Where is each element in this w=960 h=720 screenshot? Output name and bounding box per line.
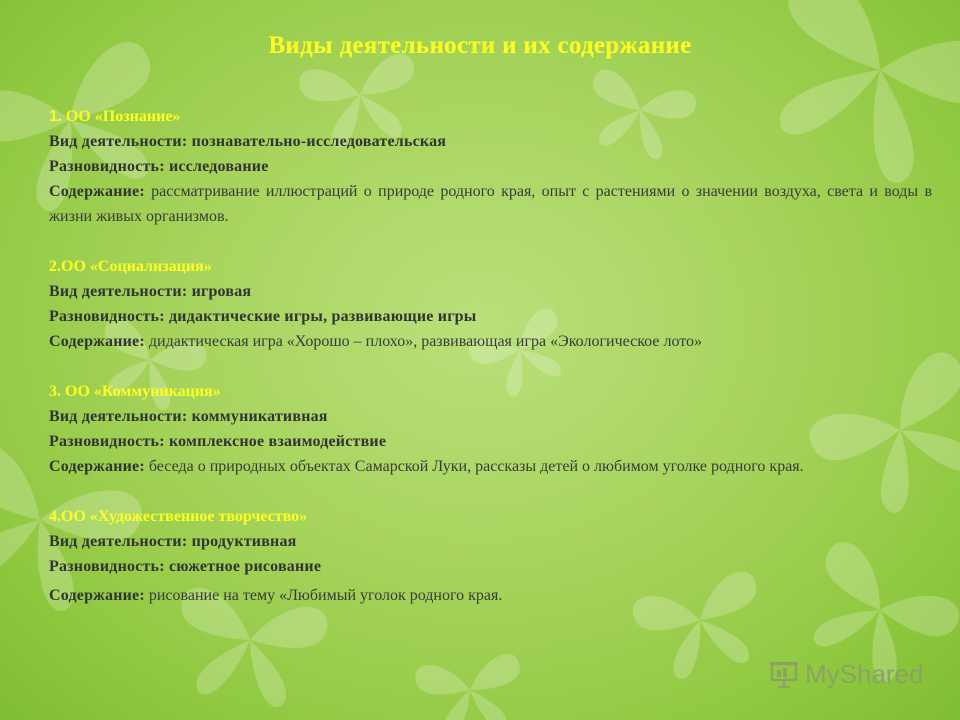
- variety-line: Разновидность: комплексное взаимодействие: [49, 433, 387, 450]
- section-heading: 4.ОО «Художественное творчество»: [49, 508, 308, 525]
- content-line: Содержание: рисование на тему «Любимый уголок родного края.: [49, 587, 503, 604]
- section-cognition: [49, 104, 932, 229]
- section-heading: 1. ОО «Познание»: [49, 108, 181, 125]
- presentation-board-icon: [769, 659, 799, 689]
- section-heading: 2.ОО «Социализация»: [49, 258, 212, 275]
- content-line: Содержание: беседа о природных объектах Самарской Луки, рассказы детей о любимом уголке родного края.: [49, 458, 804, 475]
- watermark-text: MyShared: [805, 658, 924, 689]
- section-communication: [49, 379, 932, 479]
- activity-line: Вид деятельности: продуктивная: [49, 533, 297, 550]
- variety-line: Разновидность: исследование: [49, 158, 269, 175]
- content-line: Содержание: рассматривание иллюстраций о природе родного края, опыт с растениями о значении воздуха, света и воды в жизни живых организмов.: [49, 183, 932, 225]
- slide-content: [49, 104, 932, 608]
- section-art: [49, 504, 932, 608]
- section-socialization: [49, 254, 932, 354]
- content-line: Содержание: дидактическая игра «Хорошо – плохо», развивающая игра «Экологическое лото»: [49, 333, 703, 350]
- activity-line: Вид деятельности: коммуникативная: [49, 408, 328, 425]
- section-heading: 3. ОО «Коммуникация»: [49, 383, 221, 400]
- activity-line: Вид деятельности: игровая: [49, 283, 252, 300]
- slide-title: Виды деятельности и их содержание: [268, 32, 692, 59]
- variety-line: Разновидность: дидактические игры, развивающие игры: [49, 308, 477, 325]
- variety-line: Разновидность: сюжетное рисование: [49, 558, 322, 575]
- activity-line: Вид деятельности: познавательно-исследовательская: [49, 133, 447, 150]
- myshared-watermark: [769, 656, 924, 692]
